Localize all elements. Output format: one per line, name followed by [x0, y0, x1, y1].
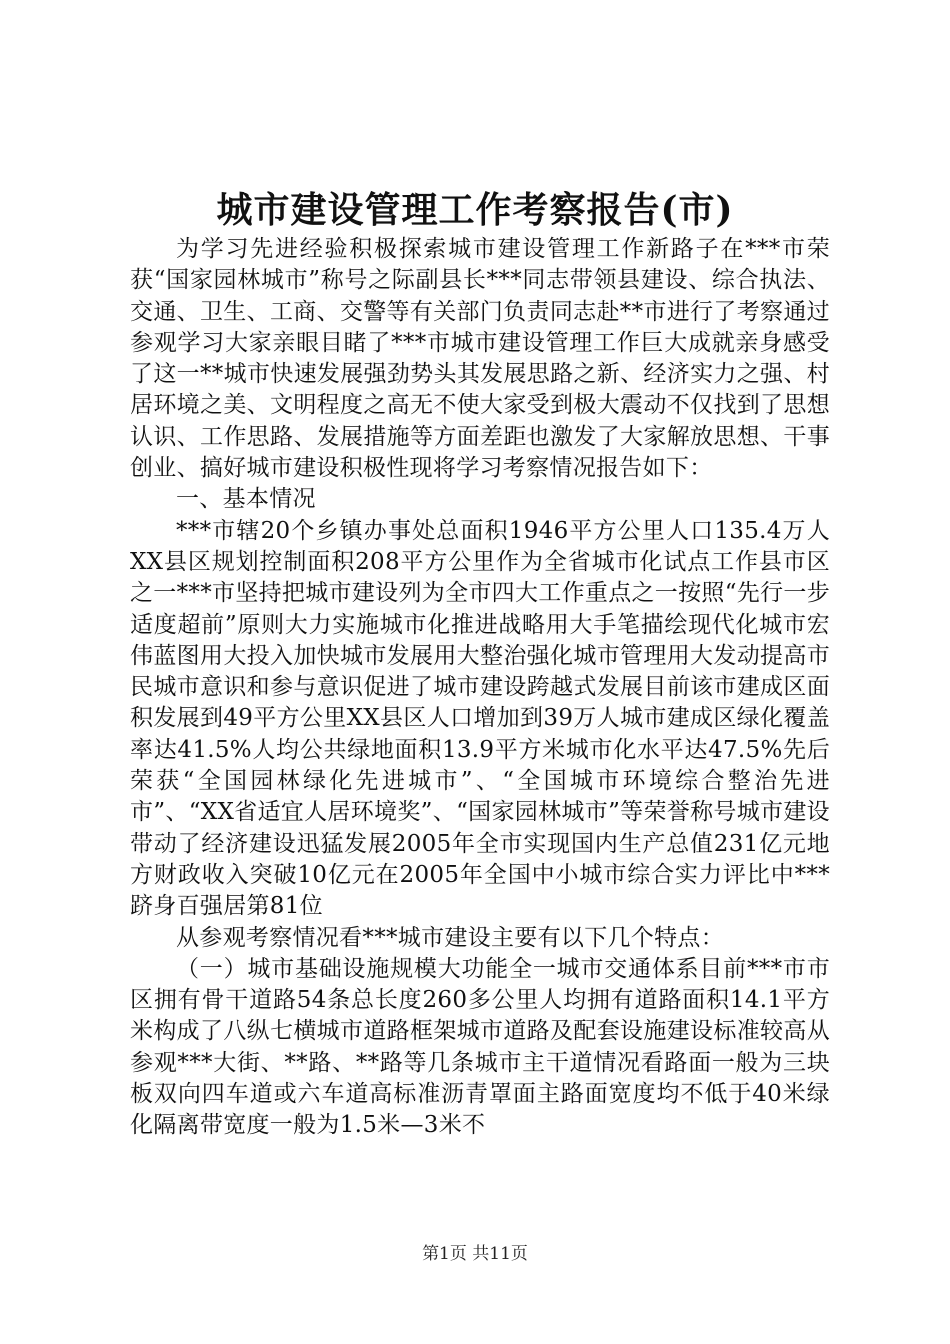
- feature-one-paragraph: （一）城市基础设施规模大功能全一城市交通体系目前***市市区拥有骨干道路54条总长度260多公里人均拥有道路面积14.1平方米构成了八纵七横城市道路框架城市道路及配套设施建设标准较高从参观***大街、**路、**路等几条城市主干道情况看路面一般为三块板双向四车道或六车道高标准沥青罩面主路面宽度均不低于40米绿化隔离带宽度一般为1.5米—3米不: [130, 955, 830, 1139]
- document-body: [130, 234, 830, 1142]
- features-intro-paragraph: 从参观考察情况看***城市建设主要有以下几个特点：: [176, 924, 724, 951]
- basic-situation-paragraph: ***市辖20个乡镇办事处总面积1946平方公里人口135.4万人XX县区规划控制面积208平方公里作为全省城市化试点工作县市区之一***市坚持把城市建设列为全市四大工作重点之一按照“先行一步适度超前”原则大力实施城市化推进战略用大手笔描绘现代化城市宏伟蓝图用大投入加快城市发展用大整治强化城市管理用大发动提高市民城市意识和参与意识促进了城市建设跨越式发展目前该市建成区面积发展到49平方公里XX县区人口增加到39万人城市建成区绿化覆盖率达41.5%人均公共绿地面积13.9平方米城市化水平达47.5%先后荣获“全国园林绿化先进城市”、“全国城市环境综合整治先进市”、“XX省适宜人居环境奖”、“国家园林城市”等荣誉称号城市建设带动了经济建设迅猛发展2005年全市实现国内生产总值231亿元地方财政收入突破10亿元在2005年全国中小城市综合实力评比中***跻身百强居第81位: [130, 517, 830, 920]
- document-title: 城市建设管理工作考察报告(市): [216, 189, 734, 231]
- section-heading-basic-situation: 一、基本情况: [176, 486, 316, 513]
- page-footer: 第1页 共11页: [422, 1244, 528, 1264]
- intro-paragraph: 为学习先进经验积极探索城市建设管理工作新路子在***市荣获“国家园林城市”称号之际副县长***同志带领县建设、综合执法、交通、卫生、工商、交警等有关部门负责同志赴**市进行了考察通过参观学习大家亲眼目睹了***市城市建设管理工作巨大成就亲身感受了这一**城市快速发展强劲势头其发展思路之新、经济实力之强、村居环境之美、文明程度之高无不使大家受到极大震动不仅找到了思想认识、工作思路、发展措施等方面差距也激发了大家解放思想、干事创业、搞好城市建设积极性现将学习考察情况报告如下：: [130, 236, 830, 482]
